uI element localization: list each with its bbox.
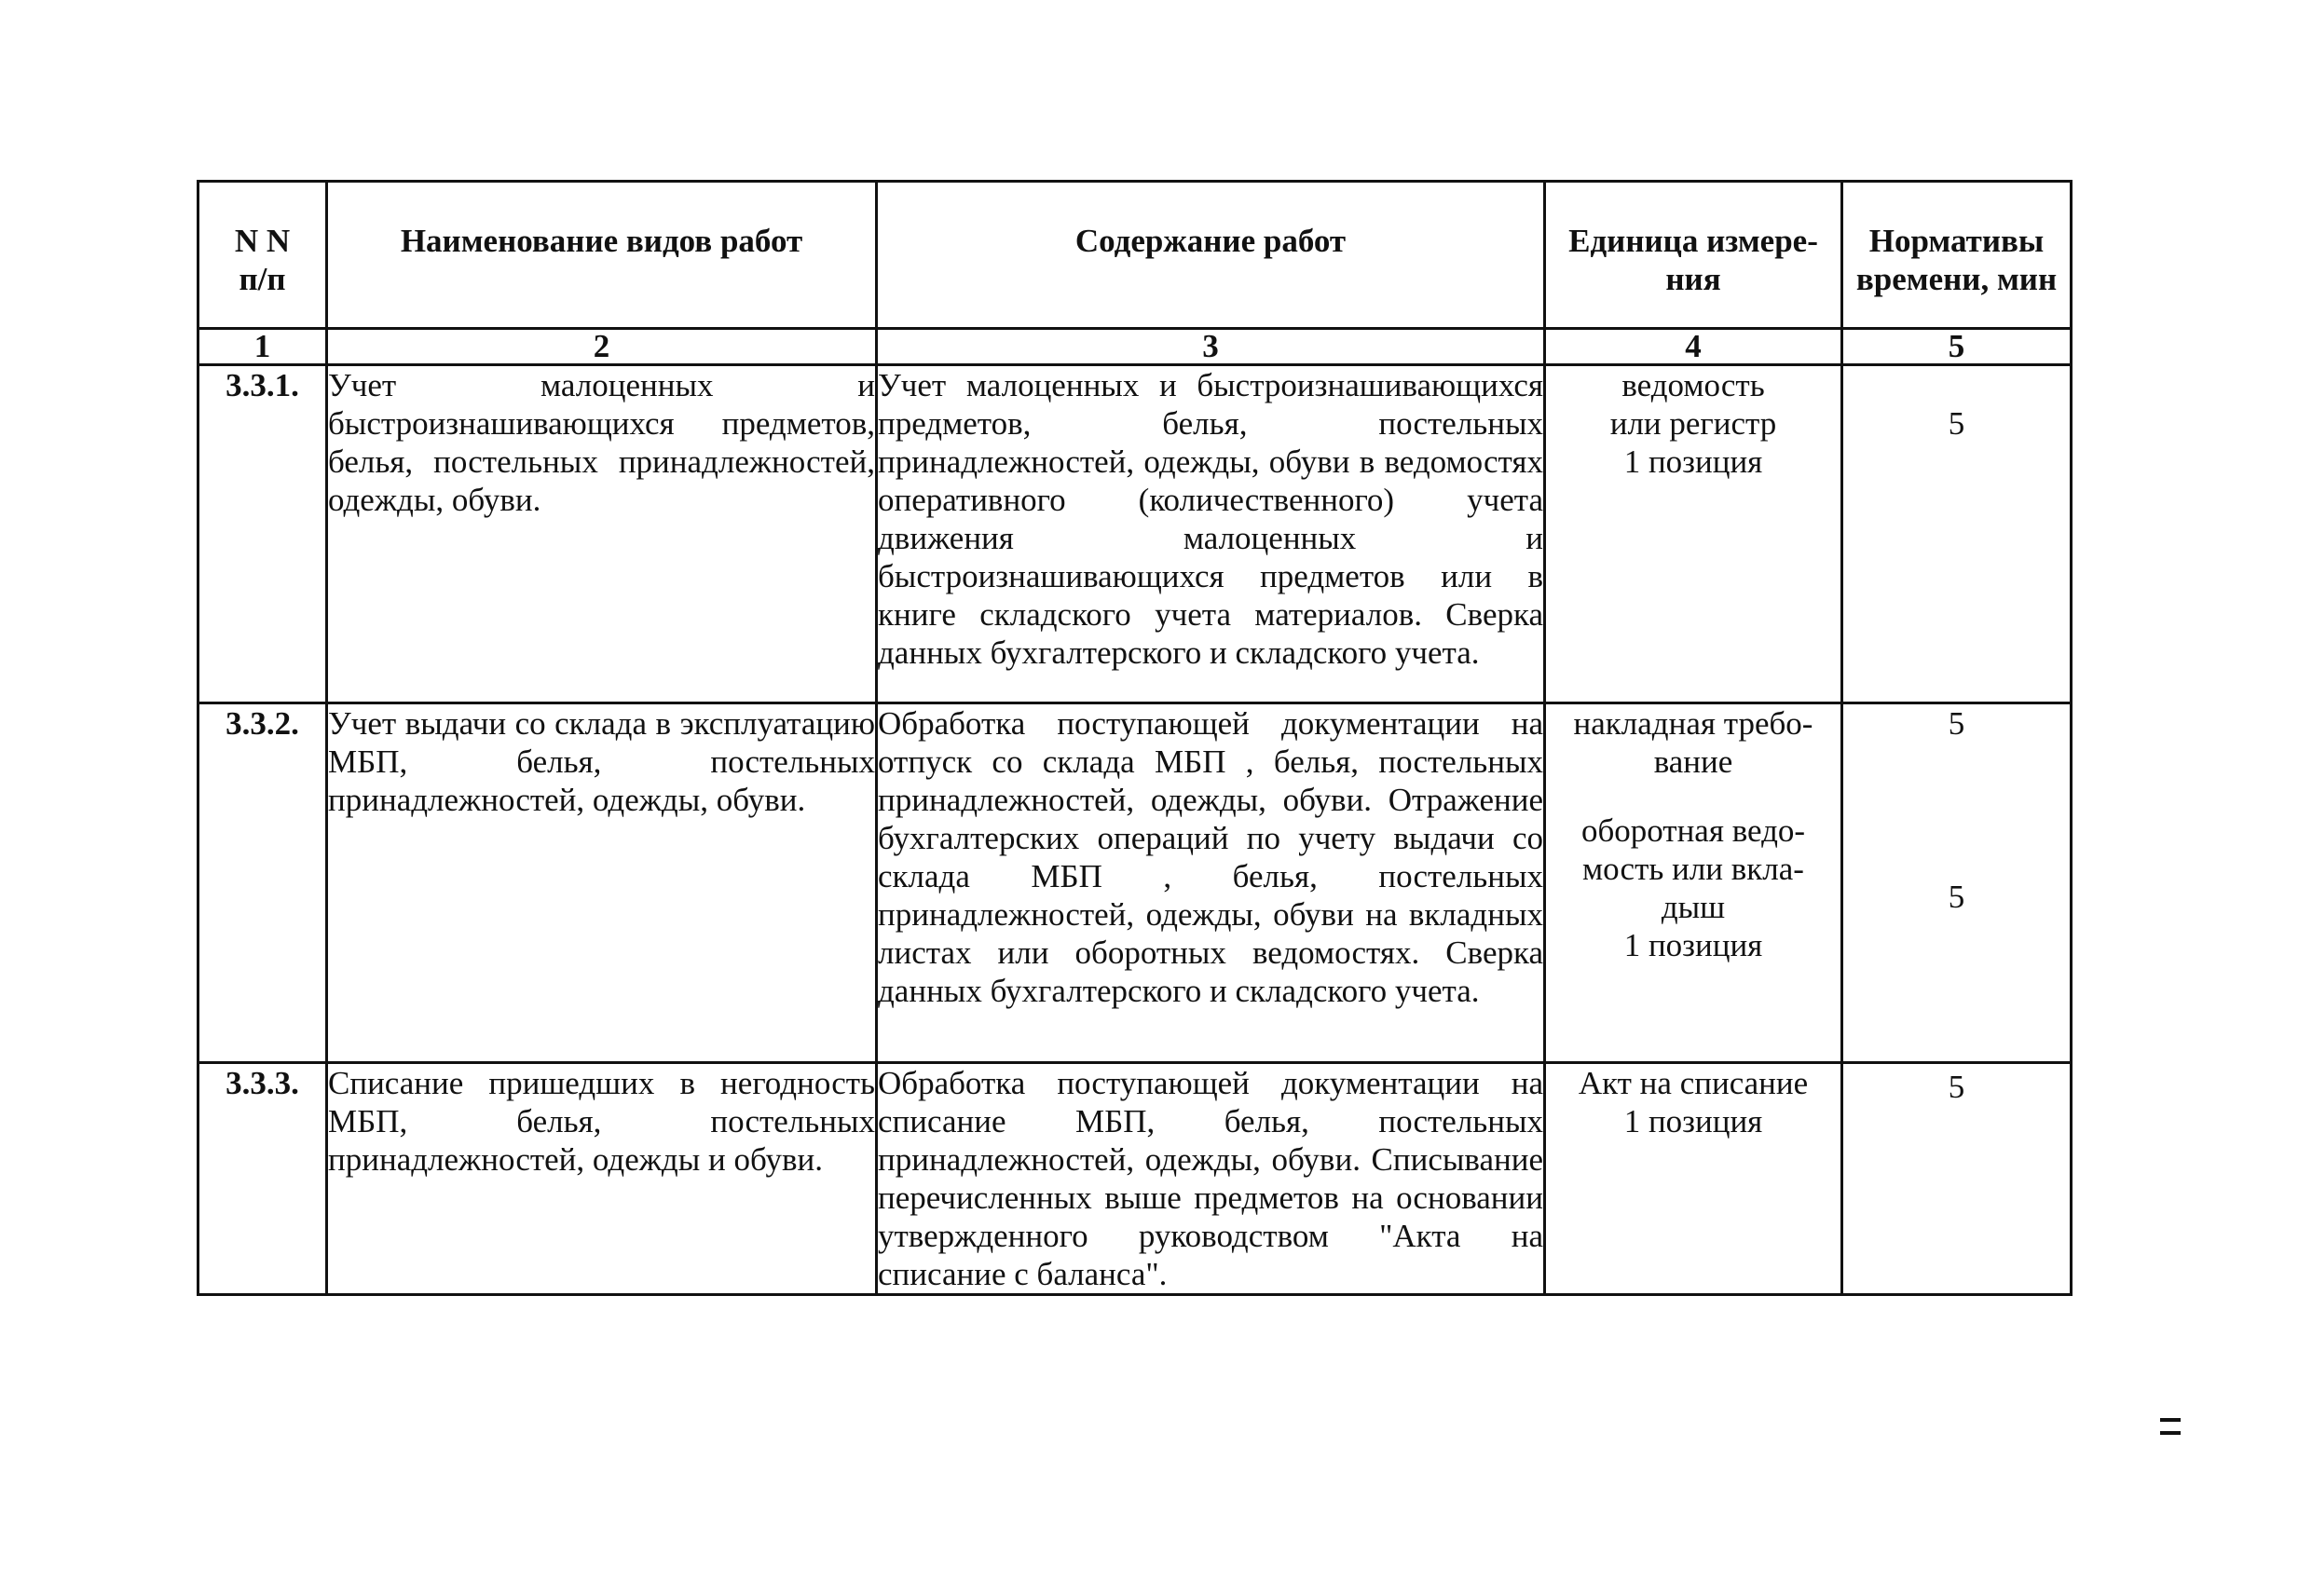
table-row [198,703,2072,1063]
column-number-row [198,329,2072,365]
row-work-content: Обработка поступающей документации на списание МБП, белья, постельных принадлежностей, одежды, обуви. Списывание перечисленных выше предметов на основании утвержденного руководством "Акта на списание с баланса". [877,1063,1545,1295]
column-number-2: 2 [327,329,877,365]
row-unit-line: оборотная ведо- [1580,812,1806,849]
row-norm [1842,1063,2072,1295]
row-unit [1545,1063,1842,1295]
header-work-content-text: Содержание работ [1074,223,1347,259]
row-code: 3.3.1. [198,365,327,703]
header-work-content [877,182,1545,329]
row-work-content: Обработка поступающей документации на отпуск со склада МБП , белья, постельных принадлежностей, одежды, обуви. Отражение бухгалтерских операций по учету выдачи со склада МБП , белья, постельных принадлежностей, одежды, обуви на вкладных листах или оборотных ведомостях. Сверка данных бухгалтерского и складского учета. [877,703,1545,1063]
column-number-4: 4 [1545,329,1842,365]
header-work-name-text: Наименование видов работ [400,223,803,259]
row-code: 3.3.2. [198,703,327,1063]
row-norm-value: 5 [1948,1069,1965,1105]
column-number-1: 1 [198,329,327,365]
unit-gap [1546,781,1840,812]
column-number-3: 3 [877,329,1545,365]
row-unit-line: 1 позиция [1623,1103,1763,1139]
row-work-name: Учет малоценных и быстроизнашивающихся предметов, белья, постельных принадлежностей, одежды, обуви. [327,365,877,703]
row-unit-line: 1 позиция [1623,927,1763,963]
row-work-content: Учет малоценных и быстроизнашивающихся предметов, белья, постельных принадлежностей, одежды, обуви в ведомостях оперативного (количественного) учета движения малоценных и быстроизнашивающихся предметов или в книге складского учета материалов. Сверка данных бухгалтерского и складского учета. [877,365,1545,703]
row-unit [1545,703,1842,1063]
row-unit-line: ведомость [1621,367,1765,403]
header-unit [1545,182,1842,329]
header-norms [1842,182,2072,329]
work-norms-table [197,180,2073,1296]
row-unit-line: 1 позиция [1623,443,1763,480]
header-unit-line-2: ния [1665,261,1721,297]
table-row [198,1063,2072,1295]
row-work-name: Списание пришедших в негодность МБП, белья, постельных принадлежностей, одежды и обуви. [327,1063,877,1295]
row-unit-line: мость или вкла- [1582,851,1804,887]
header-number-line-1: N N [234,223,291,259]
header-norms-line-1: Нормативы [1868,223,2045,259]
header-number [198,182,327,329]
row-norm-value: 5 [1948,705,1965,742]
row-norm-value: 5 [1948,405,1965,442]
row-unit-line: Акт на списание [1578,1065,1809,1101]
row-norm [1842,365,2072,703]
page-marker [2160,1418,2181,1444]
row-unit-line: дыш [1661,889,1726,925]
header-number-line-2: п/п [239,261,286,297]
row-unit-line: или регистр [1609,405,1777,442]
table-row [198,365,2072,703]
row-norm [1842,703,2072,1063]
row-norm-value: 5 [1948,879,1965,915]
header-norms-line-2: времени, мин [1855,261,2058,297]
row-work-name: Учет выдачи со склада в эксплуатацию МБП, белья, постельных принадлежностей, одежды, обуви. [327,703,877,1063]
row-unit-line: вание [1653,743,1733,780]
header-work-name [327,182,877,329]
header-unit-line-1: Единица измере- [1568,223,1818,259]
table-header-row [198,182,2072,329]
row-unit-line: накладная требо- [1573,705,1813,742]
column-number-5: 5 [1842,329,2072,365]
row-unit [1545,365,1842,703]
row-code: 3.3.3. [198,1063,327,1295]
